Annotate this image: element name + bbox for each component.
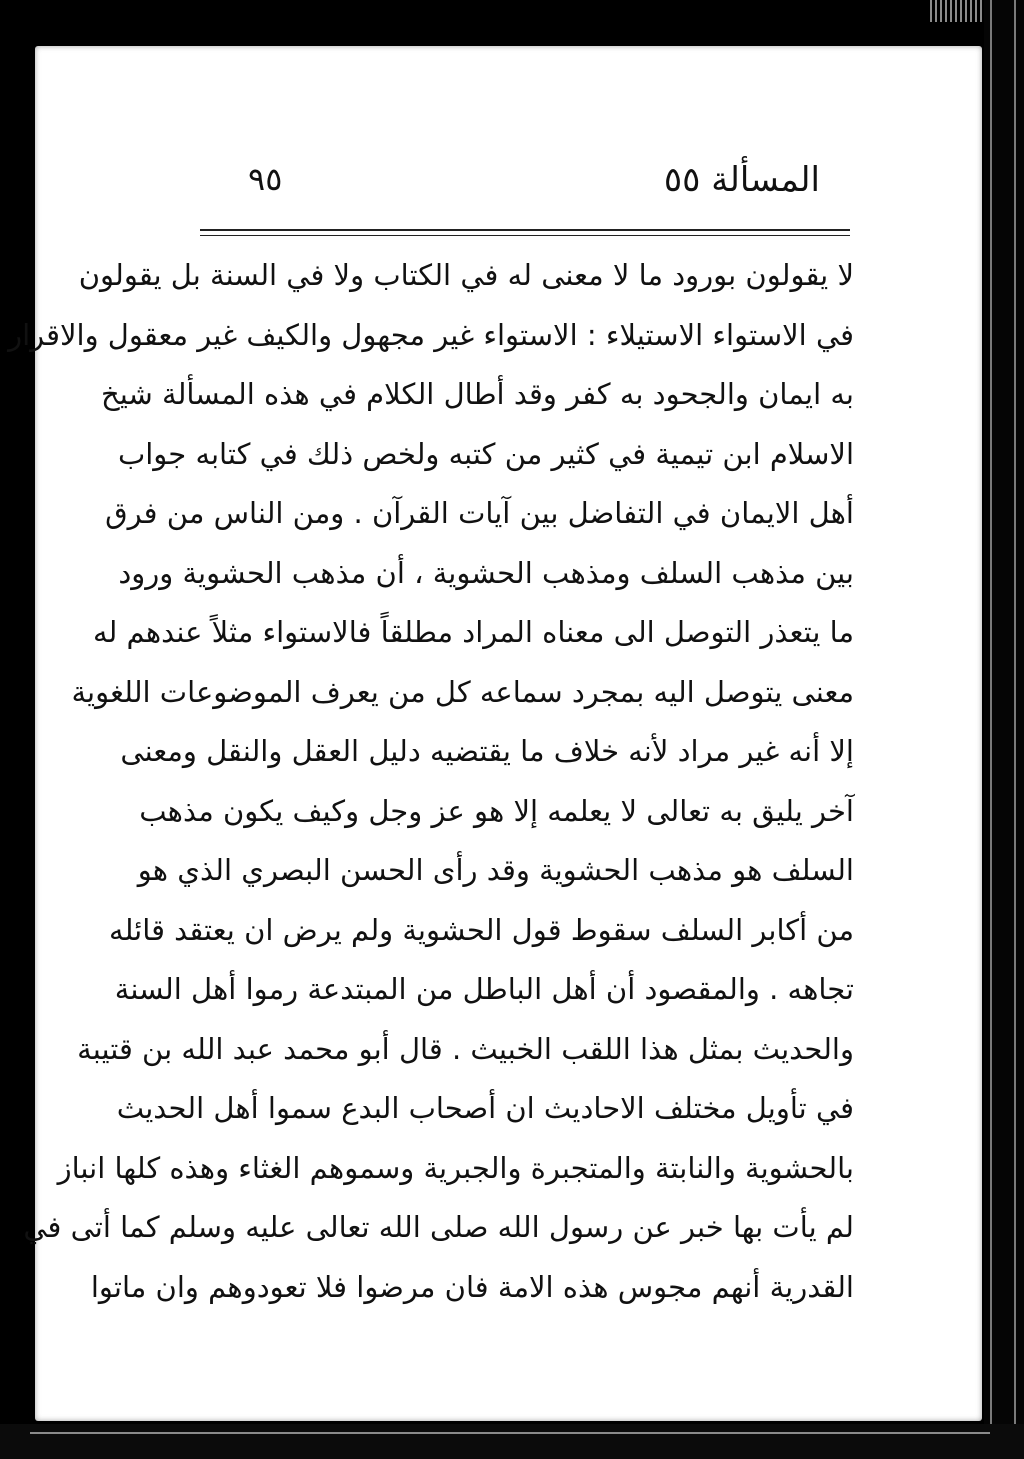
section-title: المسألة ٥٥ bbox=[663, 160, 820, 200]
text-line: إلا أنه غير مراد لأنه خلاف ما يقتضيه دليل العقل والنقل ومعنى bbox=[120, 734, 854, 768]
text-line: آخر يليق به تعالى لا يعلمه إلا هو عز وجل وكيف يكون مذهب bbox=[139, 793, 854, 828]
text-line: من أكابر السلف سقوط قول الحشوية ولم يرض ان يعتقد قائله bbox=[109, 912, 854, 947]
text-line: ما يتعذر التوصل الى معناه المراد مطلقاً فالاستواء مثلاً عندهم له bbox=[92, 615, 854, 649]
text-line: معنى يتوصل اليه بمجرد سماعه كل من يعرف الموضوعات اللغوية bbox=[71, 674, 854, 709]
page-header bbox=[248, 156, 820, 216]
bottom-scan-edge bbox=[0, 1424, 1024, 1459]
text-line: الاسلام ابن تيمية في كثير من كتبه ولخص ذلك في كتابه جواب bbox=[117, 436, 854, 471]
binding-line bbox=[990, 0, 992, 1459]
text-line: به ايمان والجحود به كفر وقد أطال الكلام في هذه المسألة شيخ bbox=[101, 377, 854, 411]
edge-line bbox=[30, 1432, 990, 1434]
text-line: أهل الايمان في التفاضل بين آيات القرآن . ومن الناس من فرق bbox=[105, 496, 854, 530]
text-line: السلف هو مذهب الحشوية وقد رأى الحسن البصري الذي هو bbox=[137, 853, 854, 887]
text-line: في الاستواء الاستيلاء : الاستواء غير مجهول والكيف غير معقول والاقرار bbox=[8, 317, 854, 352]
text-line: بالحشوية والنابتة والمتجبرة والجبرية وسموهم الغثاء وهذه كلها انباز bbox=[57, 1150, 854, 1185]
text-line: القدرية أنهم مجوس هذه الامة فان مرضوا فلا تعودوهم وان ماتوا bbox=[90, 1269, 854, 1304]
text-line: بين مذهب السلف ومذهب الحشوية ، أن مذهب الحشوية ورود bbox=[118, 555, 854, 590]
text-line: لا يقولون بورود ما لا معنى له في الكتاب ولا في السنة بل يقولون bbox=[78, 258, 854, 292]
body-text bbox=[8, 246, 854, 1317]
text-line: في تأويل مختلف الاحاديث ان أصحاب البدع سموا أهل الحديث bbox=[116, 1091, 854, 1125]
header-divider bbox=[200, 229, 850, 236]
text-line: لم يأت بها خبر عن رسول الله صلى الله تعالى عليه وسلم كما أتى في bbox=[23, 1210, 854, 1244]
binding-line bbox=[1014, 0, 1016, 1459]
book-binding-edge bbox=[984, 0, 1024, 1459]
page-number: ٩٥ bbox=[248, 160, 283, 198]
text-line: والحديث بمثل هذا اللقب الخبيث . قال أبو محمد عبد الله بن قتيبة bbox=[77, 1031, 854, 1066]
text-line: تجاهه . والمقصود أن أهل الباطل من المبتدعة رموا أهل السنة bbox=[114, 972, 854, 1006]
